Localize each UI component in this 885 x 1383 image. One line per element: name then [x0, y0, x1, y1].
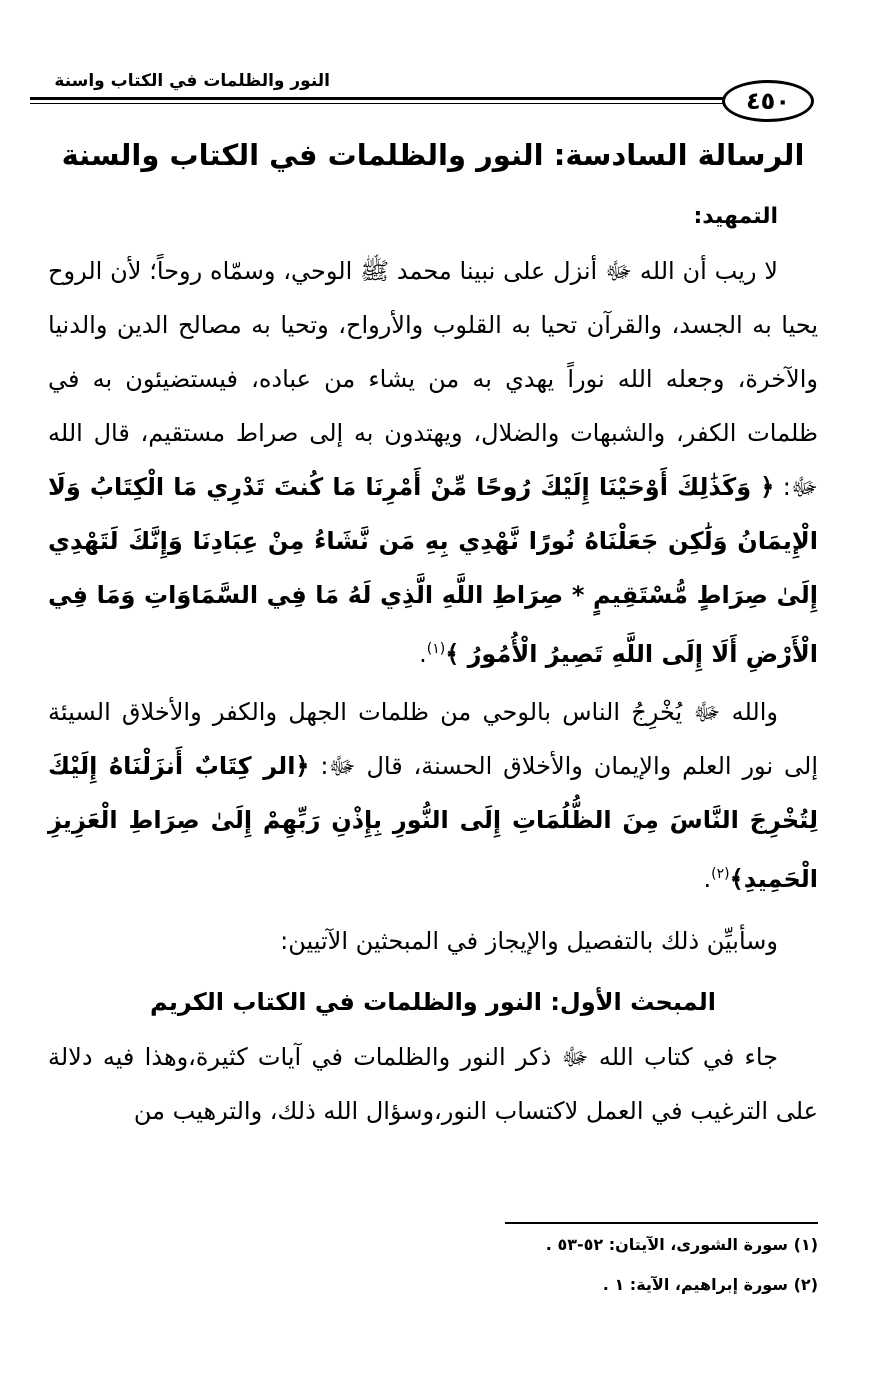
- paragraph-guidance-text: والله ﷻ يُخْرِجُ الناس بالوحي من ظلمات الجهل والكفر والأخلاق السيئة إلى نور العلم والإيمان والأخلاق الحسنة، قال ﷻ:: [48, 698, 818, 780]
- paragraph-intro: [48, 244, 818, 681]
- footnote-ref-2: (٢): [711, 866, 730, 882]
- running-header-title: النور والظلمات في الكتاب واسنة: [54, 71, 330, 91]
- quran-verse-shura: ﴿ وَكَذَٰلِكَ أَوْحَيْنَا إِلَيْكَ رُوحًا مِّنْ أَمْرِنَا مَا كُنتَ تَدْرِي مَا الْكِتَابُ وَلَا الْإِيمَانُ وَلَٰكِن جَعَلْنَاهُ نُورًا نَّهْدِي بِهِ مَن نَّشَاءُ مِنْ عِبَادِنَا وَإِنَّكَ لَتَهْدِي إِلَىٰ صِرَاطٍ مُّسْتَقِيمٍ * صِرَاطِ اللَّهِ الَّذِي لَهُ مَا فِي السَّمَاوَاتِ وَمَا فِي الْأَرْضِ أَلَا إِلَى اللَّهِ تَصِيرُ الْأُمُورُ ﴾: [48, 473, 818, 668]
- chapter-title: الرسالة السادسة: النور والظلمات في الكتاب والسنة: [61, 138, 805, 172]
- footnote-separator: [505, 1222, 818, 1224]
- paragraph-guidance: [48, 685, 818, 906]
- header-rule-thin: [30, 103, 730, 104]
- sentence-end-1: .: [419, 640, 427, 668]
- footnote-2: (٢) سورة إبراهيم، الآية: ١ .: [602, 1275, 818, 1294]
- intro-heading: التمهيد:: [693, 204, 778, 229]
- header-rule: [30, 97, 730, 100]
- paragraph-intro-text: لا ريب أن الله ﷻ أنزل على نبينا محمد ﷺ الوحي، وسمّاه روحاً؛ لأن الروح يحيا به الجسد، والقرآن تحيا به القلوب والأرواح، وتحيا به مصالح الدين والدنيا والآخرة، وجعله الله نوراً يهدي به من يشاء من عباده، فيستضيئون به في ظلمات الكفر، والشبهات والضلال، ويهتدون به إلى صراط مستقيم، قال الله ﷻ:: [48, 257, 818, 501]
- page-number: ٤٥٠: [722, 80, 814, 122]
- paragraph-outline: وسأبيِّن ذلك بالتفصيل والإيجاز في المبحثين الآتيين:: [280, 927, 778, 955]
- paragraph-section-one: جاء في كتاب الله ﷻ ذكر النور والظلمات في آيات كثيرة،وهذا فيه دلالة على الترغيب في العمل لاكتساب النور،وسؤال الله ذلك، والترهيب من: [48, 1043, 818, 1125]
- page-body: [48, 130, 818, 1138]
- sentence-end-2: .: [703, 865, 712, 893]
- footnote-1: (١) سورة الشورى، الآيتان: ٥٢-٥٣ .: [545, 1235, 818, 1254]
- footnotes: [48, 1232, 818, 1312]
- quran-verse-ibrahim: ﴿الر كِتَابٌ أَنزَلْنَاهُ إِلَيْكَ لِتُخْرِجَ النَّاسَ مِنَ الظُّلُمَاتِ إِلَى النُّورِ بِإِذْنِ رَبِّهِمْ إِلَىٰ صِرَاطِ الْعَزِيزِ الْحَمِيدِ﴾: [48, 752, 818, 893]
- section-heading: المبحث الأول: النور والظلمات في الكتاب الكريم: [150, 988, 716, 1016]
- footnote-ref-1: (١): [426, 641, 446, 657]
